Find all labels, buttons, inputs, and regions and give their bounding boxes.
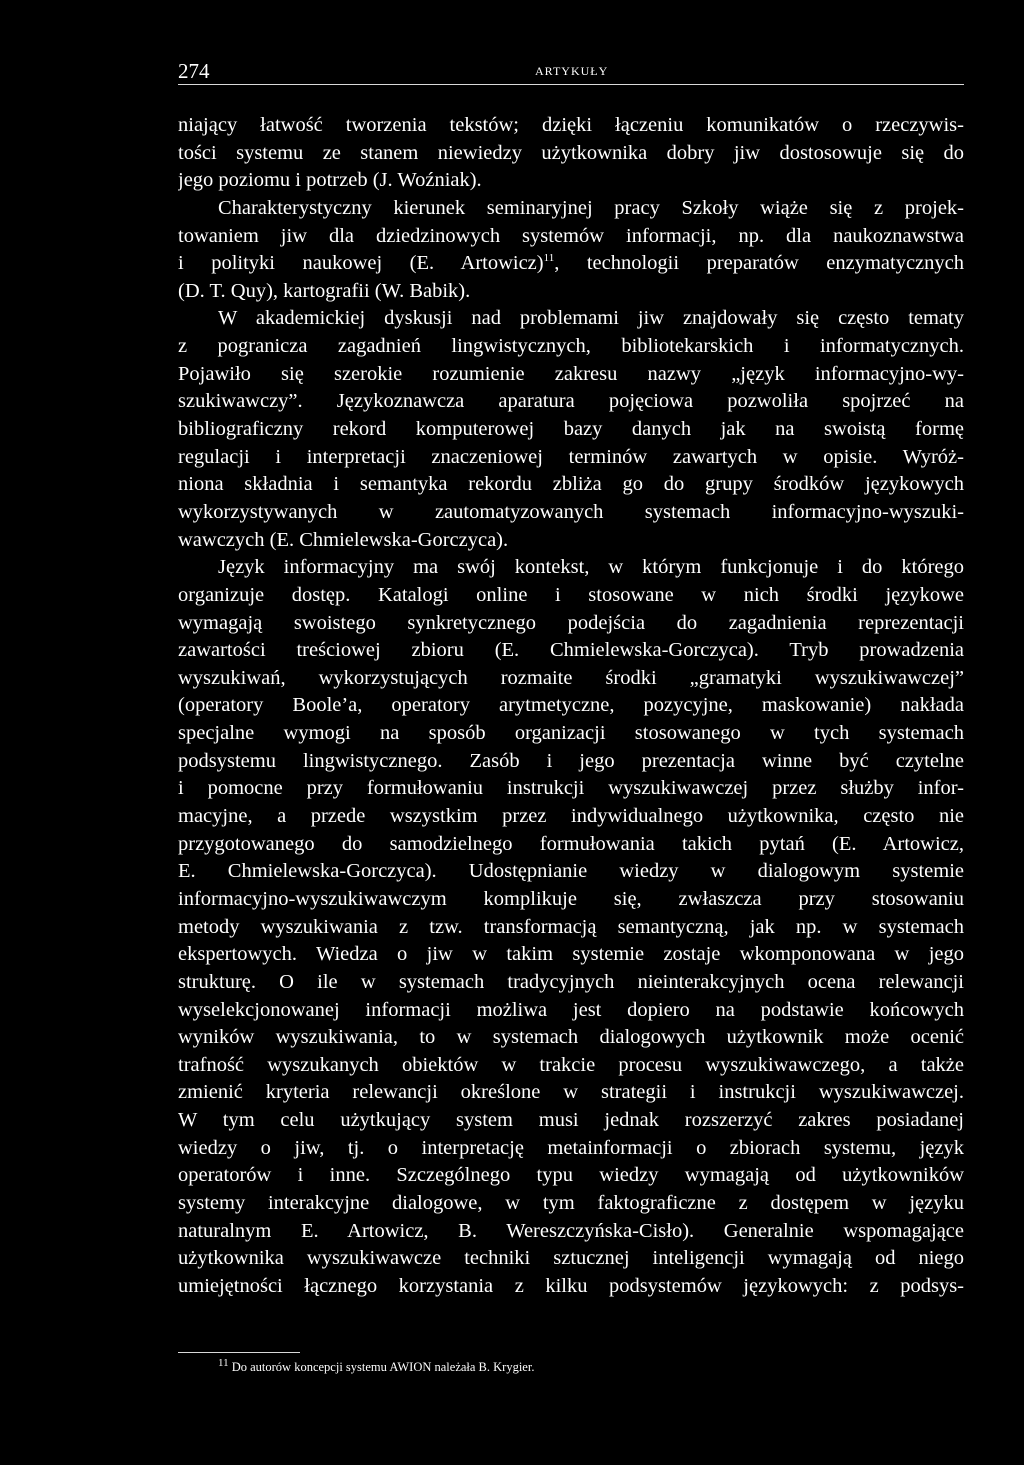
text-line-21: wyszukiwań, wykorzystujących rozmaite środki „gramatyki wyszukiwawczej” <box>178 666 964 689</box>
text-line-39: operatorów i inne. Szczególnego typu wiedzy wymagają od użytkowników <box>178 1164 964 1187</box>
text-line-22: (operatory Boole’a, operatory arytmetyczne, pozycyjne, maskowanie) nakłada <box>178 694 964 717</box>
text-line-8: W akademickiej dyskusji nad problemami jiw znajdowały się często tematy <box>218 307 964 330</box>
running-head: ARTYKUŁY <box>535 64 609 78</box>
footnote-text: Do autorów koncepcji systemu AWION należała B. Krygier. <box>231 1360 535 1374</box>
text-line-28: E. Chmielewska-Gorczyca). Udostępnianie wiedzy w dialogowym systemie <box>178 860 964 883</box>
article-body <box>178 112 964 1301</box>
text-line-20: zawartości treściowej zbioru (E. Chmielewska-Gorczyca). Tryb prowadzenia <box>178 639 964 662</box>
footnote-rule <box>178 1352 300 1353</box>
text-line-35: trafność wyszukanych obiektów w trakcie procesu wyszukiwawczego, a także <box>178 1053 964 1076</box>
text-line-19: wymagają swoistego synkretycznego podejścia do zagadnienia reprezentacji <box>178 611 964 634</box>
text-line-2: tości systemu ze stanem niewiedzy użytkownika dobry jiw dostosowuje się do <box>178 141 964 164</box>
text-line-38: wiedzy o jiw, tj. o interpretację metainformacji o zbiorach systemu, język <box>178 1136 964 1159</box>
text-line-34: wyników wyszukiwania, to w systemach dialogowych użytkownik może ocenić <box>178 1026 964 1049</box>
text-line-43: umiejętności łącznego korzystania z kilku podsystemów językowych: z podsys- <box>178 1274 964 1297</box>
text-line-24: podsystemu lingwistycznego. Zasób i jego prezentacja winne być czytelne <box>178 749 964 772</box>
text-line-29: informacyjno-wyszukiwawczym komplikuje się, zwłaszcza przy stosowaniu <box>178 887 964 910</box>
page-number: 274 <box>178 59 210 83</box>
text-line-14: niona składnia i semantyka rekordu zbliża go do grupy środków językowych <box>178 473 964 496</box>
text-line-1: niający łatwość tworzenia tekstów; dzięki łączeniu komunikatów o rzeczywis- <box>178 114 964 136</box>
text-line-26: macyjne, a przede wszystkim przez indywidualnego użytkownika, często nie <box>178 805 964 828</box>
footnote-marker: 11 <box>218 1356 229 1369</box>
text-line-30: metody wyszukiwania z tzw. transformacją semantyczną, jak np. w systemach <box>178 915 964 938</box>
text-line-15: wykorzystywanych w zautomatyzowanych systemach informacyjno-wyszuki- <box>178 500 964 523</box>
text-line-41: naturalnym E. Artowicz, B. Wereszczyńska-Cisło). Generalnie wspomagające <box>178 1219 964 1242</box>
text-line-3: jego poziomu i potrzeb (J. Woźniak). <box>178 169 482 192</box>
text-line-25: i pomocne przy formułowaniu instrukcji wyszukiwawczej przez służby infor- <box>178 777 964 800</box>
text-line-42: użytkownika wyszukiwawcze techniki sztucznej inteligencji wymagają od niego <box>178 1247 964 1270</box>
text-line-36: zmienić kryteria relewancji określone w strategii i instrukcji wyszukiwawczej. <box>178 1081 964 1104</box>
text-line-4: Charakterystyczny kierunek seminaryjnej pracy Szkoły wiąże się z projek- <box>218 196 964 219</box>
text-line-11: szukiwawczy”. Językoznawcza aparatura pojęciowa pozwoliła spojrzeć na <box>178 390 964 413</box>
text-line-18: organizuje dostęp. Katalogi online i stosowane w nich środki językowe <box>178 583 964 606</box>
text-line-6-end: , technologii preparatów enzymatycznych <box>554 252 964 275</box>
text-line-6 <box>178 250 964 278</box>
text-line-16: wawczych (E. Chmielewska-Gorczyca). <box>178 528 509 551</box>
text-line-31: ekspertowych. Wiedza o jiw w takim systemie zostaje wkomponowana w jego <box>178 943 964 966</box>
footnote <box>218 1358 534 1376</box>
text-line-27: przygotowanego do samodzielnego formułowania takich pytań (E. Artowicz, <box>178 832 964 855</box>
header-rule <box>178 84 964 85</box>
text-line-17: Język informacyjny ma swój kontekst, w którym funkcjonuje i do którego <box>218 556 964 579</box>
text-line-13: regulacji i interpretacji znaczeniowej terminów zawartych w opisie. Wyróż- <box>178 445 964 468</box>
footnote-reference: 11 <box>543 252 555 265</box>
page-header <box>178 56 964 86</box>
text-line-9: z pogranicza zagadnień lingwistycznych, bibliotekarskich i informatycznych. <box>178 335 964 358</box>
text-line-32: strukturę. O ile w systemach tradycyjnych nieinterakcyjnych ocena relewancji <box>178 970 964 993</box>
text-line-37: W tym celu użytkujący system musi jednak rozszerzyć zakres posiadanej <box>178 1109 964 1132</box>
text-line-5: towaniem jiw dla dziedzinowych systemów informacji, np. dla naukoznawstwa <box>178 224 964 247</box>
text-line-33: wyselekcjonowanej informacji możliwa jest dopiero na podstawie końcowych <box>178 998 964 1021</box>
text-line-12: bibliograficzny rekord komputerowej bazy danych jak na swoistą formę <box>178 418 964 441</box>
text-line-7: (D. T. Quy), kartografii (W. Babik). <box>178 279 471 302</box>
text-line-10: Pojawiło się szerokie rozumienie zakresu nazwy „język informacyjno-wy- <box>178 362 964 385</box>
text-line-40: systemy interakcyjne dialogowe, w tym faktograficzne z dostępem w języku <box>178 1191 964 1214</box>
text-line-23: specjalne wymogi na sposób organizacji stosowanego w tych systemach <box>178 722 964 745</box>
text-line-6-start: i polityki naukowej (E. Artowicz) <box>178 252 544 275</box>
